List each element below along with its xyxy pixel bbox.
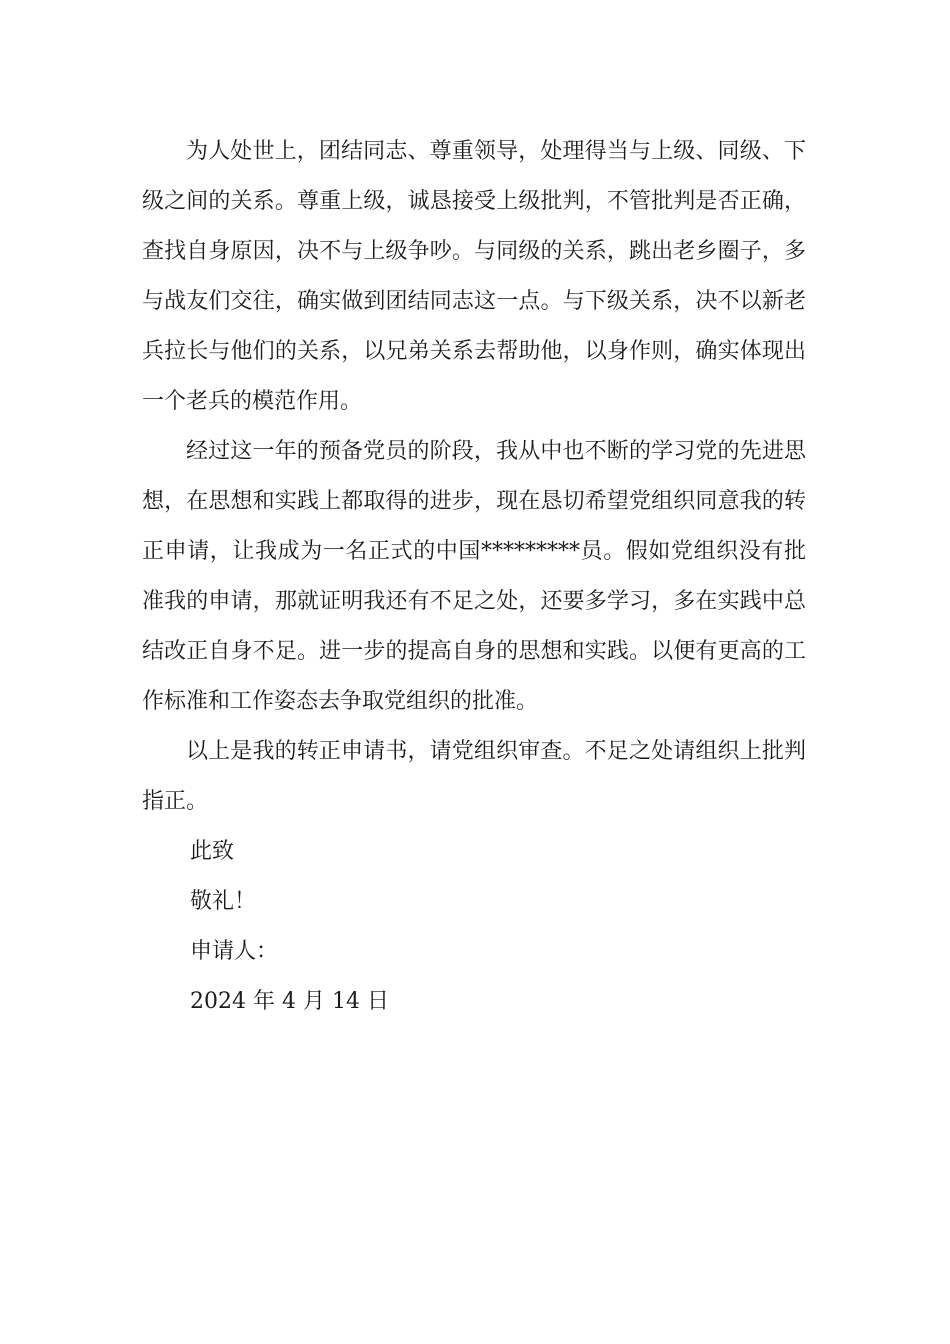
paragraph-conclusion: 以上是我的转正申请书，请党组织审查。不足之处请组织上批判指正。 (142, 739, 806, 814)
document-date: 2024 年 4 月 14 日 (190, 989, 389, 1014)
document-body (142, 127, 806, 1027)
paragraph-conduct: 为人处世上，团结同志、尊重领导，处理得当与上级、同级、下级之间的关系。尊重上级，诚恳接受上级批判，不管批判是否正确，查找自身原因，决不与上级争吵。与同级的关系，跳出老乡圈子，多与战友们交往，确实做到团结同志这一点。与下级关系，决不以新老兵拉长与他们的关系，以兄弟关系去帮助他，以身作则，确实体现出一个老兵的模范作用。 (142, 139, 806, 414)
closing-salutation: 此致 (190, 839, 235, 864)
closing-regards: 敬礼！ (190, 889, 257, 914)
applicant-label: 申请人： (190, 939, 279, 964)
paragraph-request: 经过这一年的预备党员的阶段，我从中也不断的学习党的先进思想，在思想和实践上都取得的进步，现在恳切希望党组织同意我的转正申请，让我成为一名正式的中国*********员。假如党组织没有批准我的申请，那就证明我还有不足之处，还要多学习，多在实践中总结改正自身不足。进一步的提高自身的思想和实践。以便有更高的工作标准和工作姿态去争取党组织的批准。 (142, 439, 806, 714)
